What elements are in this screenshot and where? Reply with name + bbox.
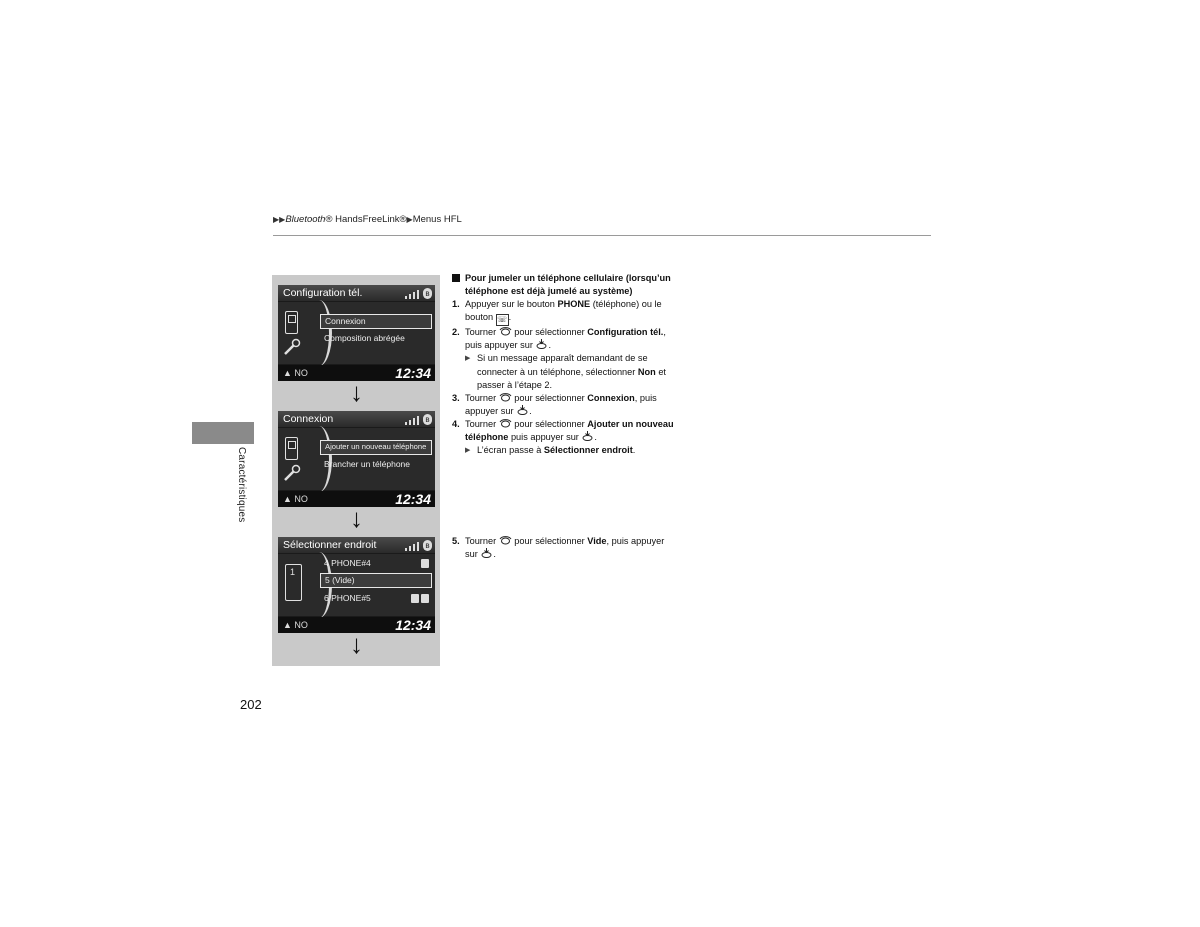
footer-no: ▲ NO xyxy=(283,620,308,630)
knob-rotate-icon xyxy=(499,535,512,545)
breadcrumb xyxy=(273,214,462,225)
down-arrow-icon: ↓ xyxy=(350,629,363,659)
triangle-right-icon: ▶▶ xyxy=(273,215,286,224)
step-1: 1. Appuyer sur le bouton PHONE (téléphone) ou le bouton ☏ . xyxy=(452,299,662,325)
handset-icon: 1 xyxy=(285,564,302,601)
breadcrumb-bluetooth: Bluetooth xyxy=(285,214,326,225)
phone-badge-icon xyxy=(421,559,429,568)
list-item-vide[interactable]: 5 (Vide) xyxy=(320,573,432,588)
knob-rotate-icon xyxy=(499,326,512,336)
breadcrumb-menus: Menus HFL xyxy=(412,214,462,225)
screen-selectionner xyxy=(278,537,435,633)
bluetooth-icon: ʙ xyxy=(423,540,432,551)
list-item-phone5[interactable]: 6 PHONE#5 xyxy=(320,591,432,606)
section-heading: Pour jumeler un téléphone cellulaire (lorsqu’un téléphone est déjà jumelé au système) xyxy=(452,272,677,298)
screen-connexion xyxy=(278,411,435,507)
triangle-right-icon: ▶ xyxy=(406,215,413,224)
knob-press-icon xyxy=(480,548,493,558)
breadcrumb-handsfreelink: ® HandsFreeLink® xyxy=(325,214,407,225)
screen-title: Configuration tél. xyxy=(278,285,435,301)
knob-rotate-icon xyxy=(499,392,512,402)
menu-item-ajouter[interactable]: Ajouter un nouveau téléphone xyxy=(320,440,432,455)
clock: 12:34 xyxy=(395,365,431,381)
status-icons xyxy=(403,539,432,551)
step-3: 3. Tourner pour sélectionner Connexion, puis appuyer sur . xyxy=(452,392,657,416)
clock: 12:34 xyxy=(395,617,431,633)
page-number: 202 xyxy=(240,697,262,712)
footer-no: ▲ NO xyxy=(283,368,308,378)
footer-no: ▲ NO xyxy=(283,494,308,504)
phone-badge-icon xyxy=(421,594,429,603)
screen-configuration xyxy=(278,285,435,381)
menu-item-composition[interactable]: Composition abrégée xyxy=(324,333,405,343)
menu-item-connexion[interactable]: Connexion xyxy=(320,314,432,329)
instructions-block xyxy=(452,272,677,457)
signal-icon xyxy=(403,540,421,551)
knob-rotate-icon xyxy=(499,418,512,428)
chapter-tab xyxy=(192,422,254,444)
phone-icon xyxy=(285,437,298,460)
phone-icon xyxy=(285,311,298,334)
knob-press-icon xyxy=(535,339,548,349)
status-icons xyxy=(403,287,432,299)
step-4-note: ▶ L’écran passe à Sélectionner endroit. xyxy=(452,444,677,457)
step-2: 2. Tourner pour sélectionner Configuration tél., puis appuyer sur . xyxy=(452,327,666,351)
knob-press-icon xyxy=(581,431,594,441)
signal-icon xyxy=(403,288,421,299)
screen-title: Sélectionner endroit xyxy=(278,537,435,553)
bluetooth-icon: ʙ xyxy=(423,288,432,299)
status-icons xyxy=(403,413,432,425)
wrench-icon xyxy=(283,464,301,482)
clock: 12:34 xyxy=(395,491,431,507)
down-arrow-icon: ↓ xyxy=(350,377,363,407)
header-rule xyxy=(273,235,931,236)
menu-item-brancher[interactable]: Brancher un téléphone xyxy=(324,459,411,469)
step-5: 5. Tourner pour sélectionner Vide, puis appuyer sur . xyxy=(452,536,665,560)
step-2-note: ▶ Si un message apparaît demandant de se connecter à un téléphone, sélectionner Non et passer à l’étape 2. xyxy=(452,352,677,391)
screens-panel xyxy=(272,275,440,666)
music-badge-icon xyxy=(411,594,419,603)
chapter-label: Caractéristiques xyxy=(236,447,247,523)
screen-title: Connexion xyxy=(278,411,435,427)
signal-icon xyxy=(403,414,421,425)
knob-press-icon xyxy=(516,405,529,415)
step-4: 4. Tourner pour sélectionner Ajouter un nouveau téléphone puis appuyer sur . xyxy=(452,418,674,443)
instructions-block-2 xyxy=(452,535,677,561)
bluetooth-icon: ʙ xyxy=(423,414,432,425)
list-item-phone4[interactable]: 4 PHONE#4 xyxy=(320,556,432,571)
down-arrow-icon: ↓ xyxy=(350,503,363,533)
wrench-icon xyxy=(283,338,301,356)
phone-button-icon: ☏ xyxy=(497,315,508,325)
